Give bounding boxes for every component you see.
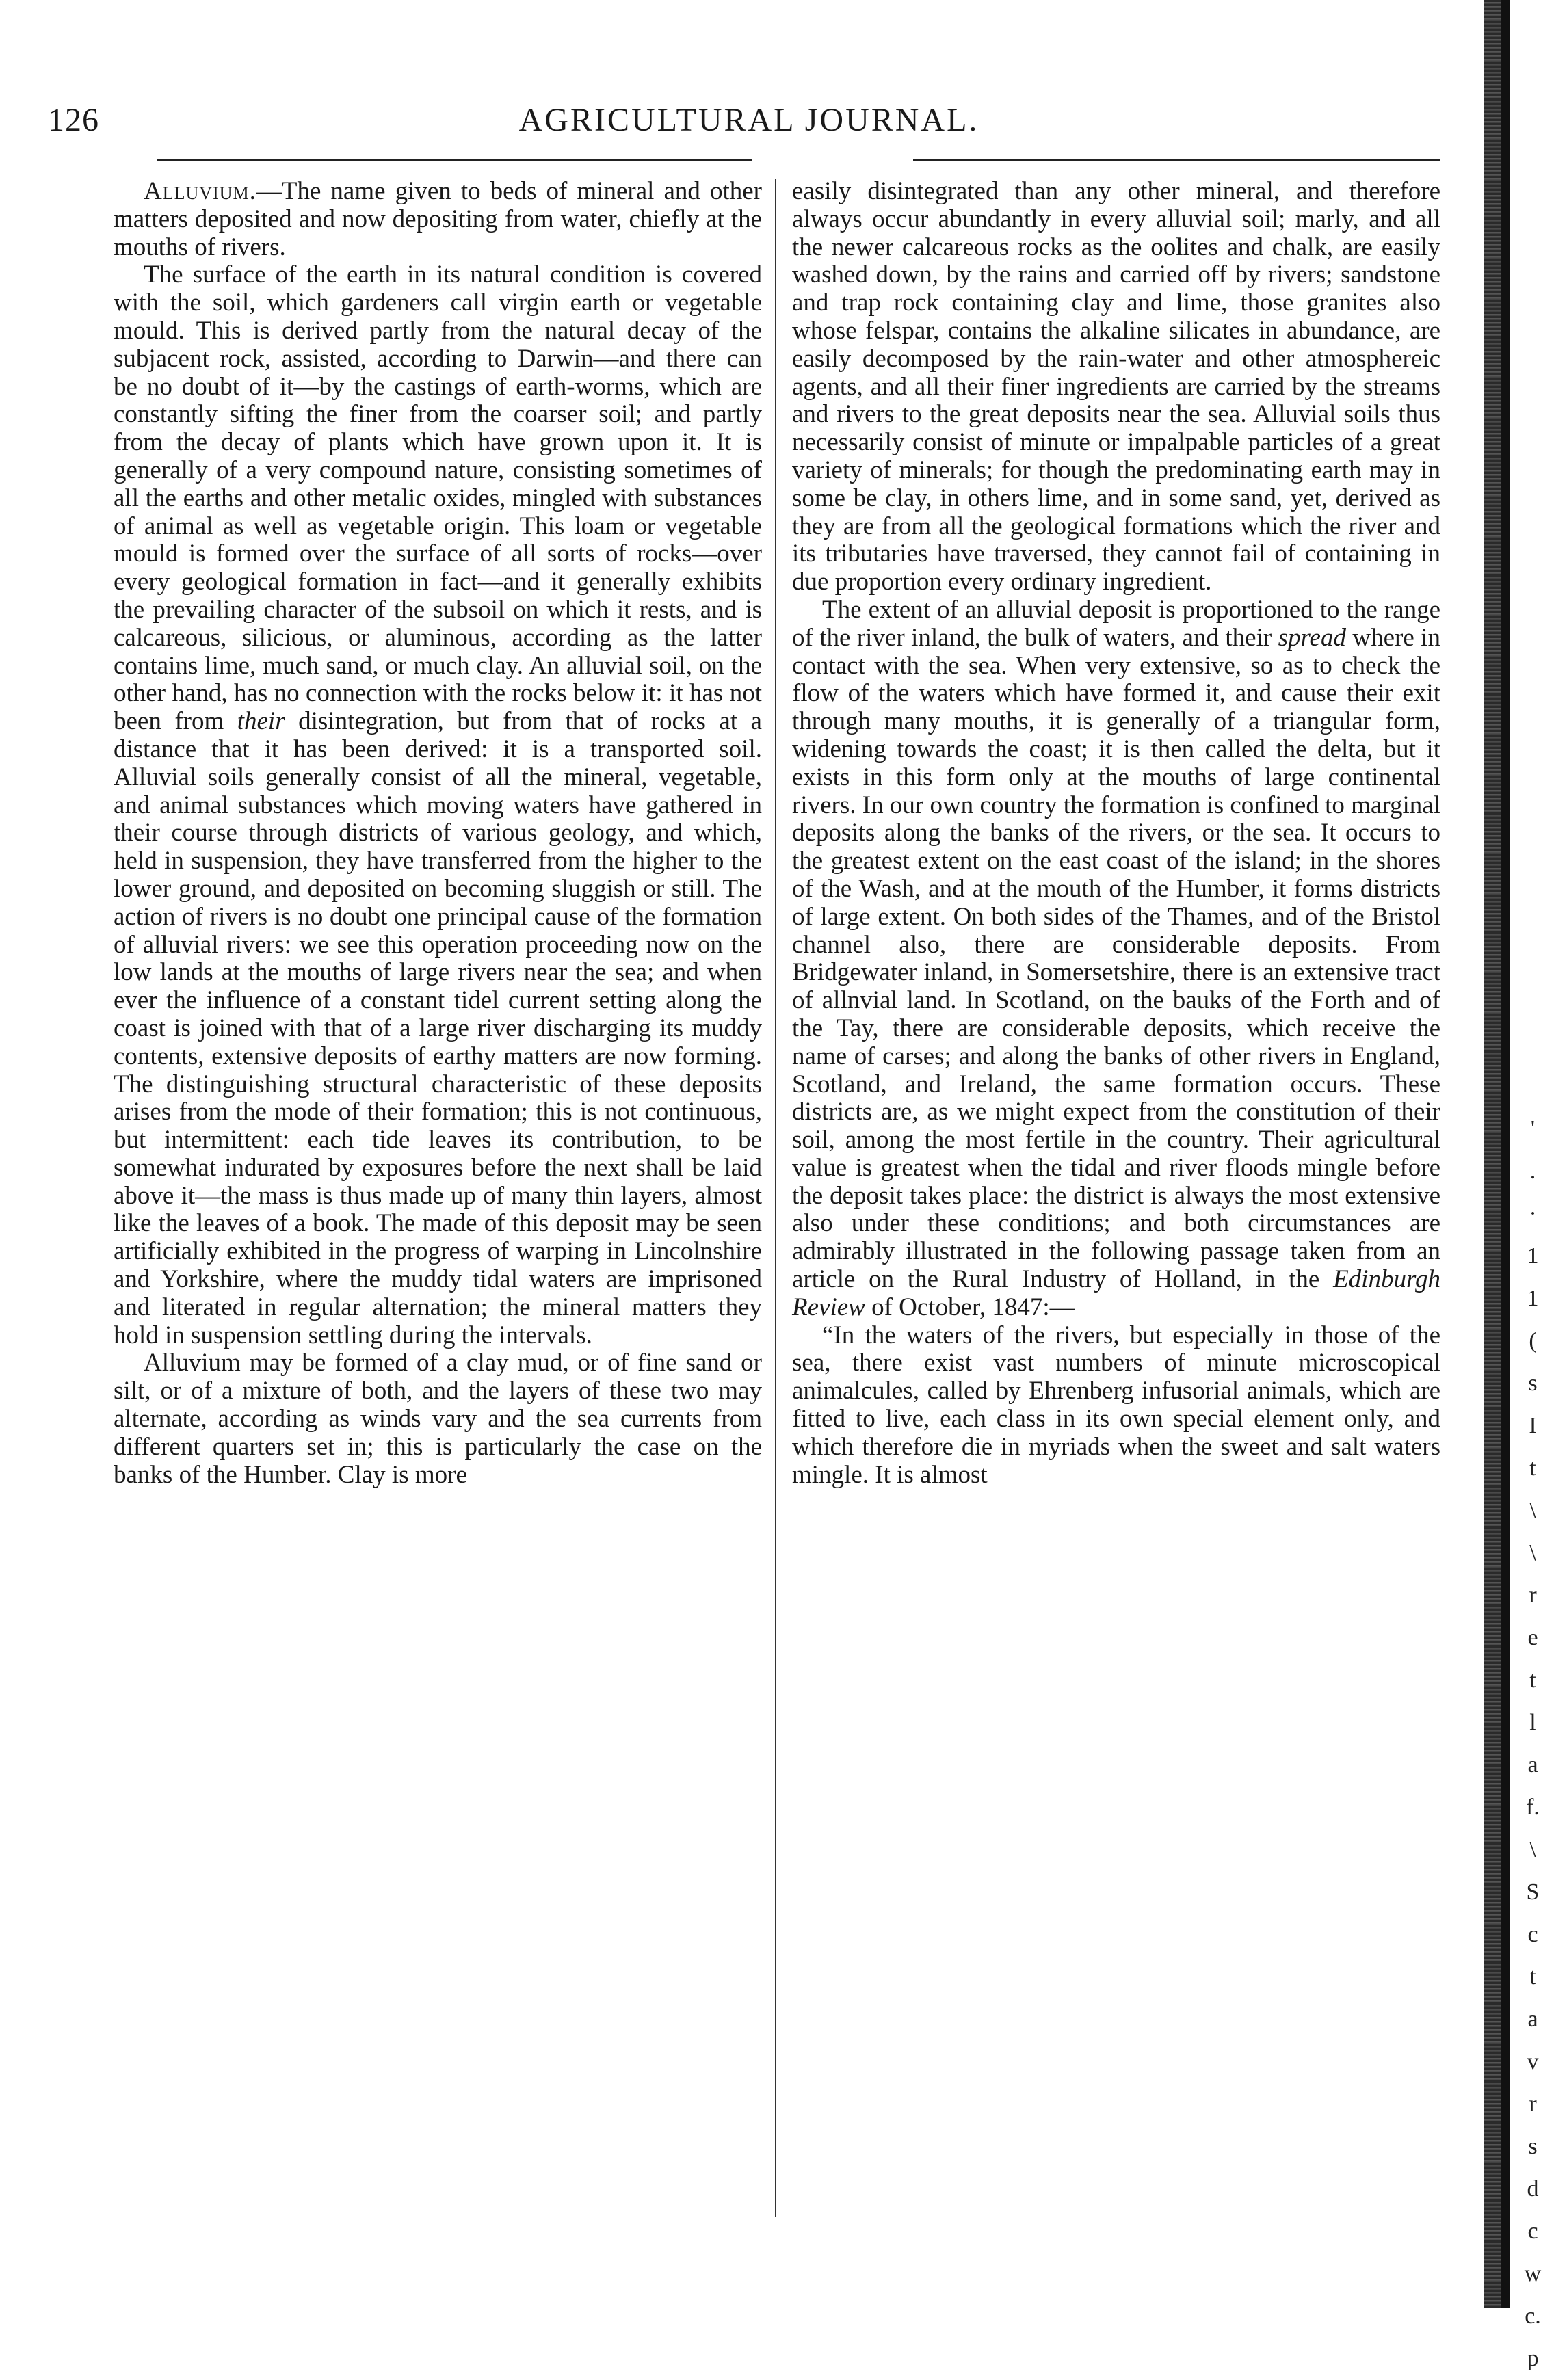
margin-char: w xyxy=(1524,2261,1542,2286)
paragraph-quotation: “In the waters of the rivers, but especially in those of the sea, there exist vast numbers of minute microscopical animalcules, called by Ehrenberg infusorial animals, which are fitted to live, each class in its own special element only, and which therefore die in myriads when the sweet and salt waters mingle. It is almost xyxy=(792,1321,1440,1489)
margin-char: r xyxy=(1529,2091,1537,2117)
running-title: AGRICULTURAL JOURNAL. xyxy=(518,102,979,138)
header-rule-right xyxy=(913,159,1440,161)
margin-char: c xyxy=(1527,2219,1538,2244)
paragraph-surface-of-earth xyxy=(114,261,762,1349)
italic-text: Edinburgh Review xyxy=(792,1265,1440,1321)
entry-heading: Alluvium. xyxy=(144,177,256,205)
page-gutter xyxy=(1501,0,1510,2308)
right-column xyxy=(792,178,1440,1489)
margin-char: d xyxy=(1527,2176,1539,2202)
margin-char: s xyxy=(1528,2134,1538,2159)
margin-char: 1 xyxy=(1527,1286,1539,1311)
margin-char: ( xyxy=(1529,1328,1537,1353)
left-column xyxy=(114,178,762,1489)
paragraph-text: where in contact with the sea. When very extensive, so as to check the flow of the waters which have formed it, and cause their exit through many mouths, it is generally of a triangular form, widening towards the coast; it is then called the delta, but it exists in this form only at the mouths of large continental rivers. In our own country the formation is confined to marginal deposits along the banks of the rivers, or the sea. It occurs to the greatest extent on the east coast of the island; in the shores of the Wash, and at the mouth of the Humber, it forms districts of large extent. On both sides of the Thames, and of the Bristol channel also, there are considerable deposits. From Bridgewater inland, in Somersetshire, there is an extensive tract of allnvial land. In Scotland, on the bauks of the Forth and of the Tay, there are considerable deposits, which receive the name of carses; and along the banks of other rivers in England, Scotland, and Ireland, the same formation occurs. These districts are, as we might expect from the constitution of their soil, among the most fertile in the country. Their agricultural value is greatest when the tidal and river floods mingle before the deposit takes place: the district is always the most extensive also under these conditions; and both circumstances are admirably illustrated in the following passage taken from an article on the Rural Industry of Holland, in the xyxy=(792,623,1440,1294)
column-divider xyxy=(775,179,776,2217)
margin-char: c. xyxy=(1525,2303,1541,2329)
margin-char: r xyxy=(1529,1583,1537,1608)
adjacent-page-fragment xyxy=(1516,1108,1550,2380)
margin-char: t xyxy=(1529,1667,1536,1693)
paragraph-text: disintegration, but from that of rocks at a distance that it has been derived: it is a transported soil. Alluvial soils generally consist of all the mineral, vegetable, and animal substances which moving waters have gathered in their course through districts of various geology, and which, held in suspension, they have transferred from the higher to the lower ground, and deposited on becoming sluggish or still. The action of rivers is no doubt one principal cause of the formation of alluvial rivers: we see this operation proceeding now on the low lands at the mouths of large rivers near the sea; and when ever the influence of a constant tidel current setting along the coast is joined with that of a large river discharging its muddy contents, extensive deposits of earthy matters are now forming. The distinguishing structural characteristic of these deposits arises from the mode of their formation; this is not continuous, but intermittent: each tide leaves its contribution, to be somewhat indurated by exposures before the next shall be laid above it—the mass is thus made up of many thin layers, almost like the leaves of a book. The made of this deposit may be seen artificially exhibited in the progress of warping in Lincolnshire and Yorkshire, where the muddy tidal waters are imprisoned and literated in regular alternation; the mineral matters they hold in suspension settling during the intervals. xyxy=(114,707,762,1349)
margin-char: s xyxy=(1528,1371,1538,1396)
margin-char: 1 xyxy=(1527,1243,1539,1269)
definition-text: —The name given to beds of mineral and other matters deposited and now depositing from water, chiefly at the mouths of rivers. xyxy=(114,177,762,261)
margin-char: S xyxy=(1526,1879,1540,1905)
paragraph-text: The extent of an alluvial deposit is proportioned to the range of the river inland, the bulk of waters, and their xyxy=(792,595,1440,652)
margin-char: I xyxy=(1529,1413,1537,1438)
margin-char: . xyxy=(1529,1159,1536,1184)
margin-char: \ xyxy=(1529,1540,1536,1565)
paragraph-extent-of-deposit xyxy=(792,596,1440,1322)
margin-char: l xyxy=(1529,1710,1536,1735)
italic-text: their xyxy=(237,707,285,736)
margin-char: t xyxy=(1529,1964,1536,1989)
header-rule-left xyxy=(157,159,752,161)
margin-char: \ xyxy=(1529,1498,1536,1523)
paragraph-alluvium-definition xyxy=(114,178,762,261)
margin-char: t xyxy=(1529,1455,1536,1481)
paragraph-text: of October, 1847:— xyxy=(865,1293,1075,1321)
margin-char: v xyxy=(1527,2049,1539,2074)
margin-char: c xyxy=(1527,1922,1538,1947)
page-header xyxy=(48,101,1450,142)
page-number: 126 xyxy=(48,102,99,138)
paragraph-text: The surface of the earth in its natural condition is covered with the soil, which gardeners call virgin earth or vegetable mould. This is derived partly from the natural decay of the subjacent rock, assisted, according to Darwin—and there can be no doubt of it—by the castings of earth-worms, which are constantly sifting the finer from the coarser soil; and partly from the decay of plants which have grown upon it. It is generally of a very compound nature, consisting sometimes of all the earths and other metalic oxides, mingled with substances of animal as well as vegetable origin. This loam or vegetable mould is formed over the surface of all sorts of rocks—over every geological formation in fact—and it generally exhibits the prevailing character of the subsoil on which it rests, and is calcareous, silicious, or aluminous, according as the latter contains lime, much sand, or much clay. An alluvial soil, on the other hand, has no connection with the rocks below it: it has not been from xyxy=(114,261,762,736)
paragraph-continued: easily disintegrated than any other mineral, and therefore always occur abundantly in every alluvial soil; marly, and all the newer calcareous rocks as the oolites and chalk, are easily washed down, by the rains and carried off by rivers; sandstone and trap rock containing clay and lime, those granites also whose felspar, contains the alkaline silicates in abundance, are easily decomposed by the rain-water and other atmosphereic agents, and all their finer ingredients are carried by the streams and rivers to the great deposits near the sea. Alluvial soils thus necessarily consist of minute or impalpable particles of a great variety of minerals; for though the predominating earth may in some be clay, in others lime, and in some sand, yet, derived as they are from all the geological formations which the river and its tributaries have traversed, they cannot fail of containing in due proportion every ordinary ingredient. xyxy=(792,177,1440,596)
margin-char: e xyxy=(1527,1625,1538,1650)
margin-char: f. xyxy=(1526,1795,1540,1820)
margin-char: a xyxy=(1527,2007,1538,2032)
page-edge-shadow xyxy=(1484,0,1501,2308)
margin-char: a xyxy=(1527,1752,1538,1777)
margin-char: p xyxy=(1527,2346,1539,2371)
italic-text: spread xyxy=(1278,623,1346,652)
margin-char: \ xyxy=(1529,1837,1536,1862)
margin-char: · xyxy=(1529,1201,1537,1226)
margin-char: ' xyxy=(1530,1116,1536,1141)
paragraph-alluvium-formation: Alluvium may be formed of a clay mud, or of fine sand or silt, or of a mixture of both, and the layers of these two may alternate, according as winds vary and the sea currents from different quarters set in; this is particularly the case on the banks of the Humber. Clay is more xyxy=(114,1349,762,1489)
